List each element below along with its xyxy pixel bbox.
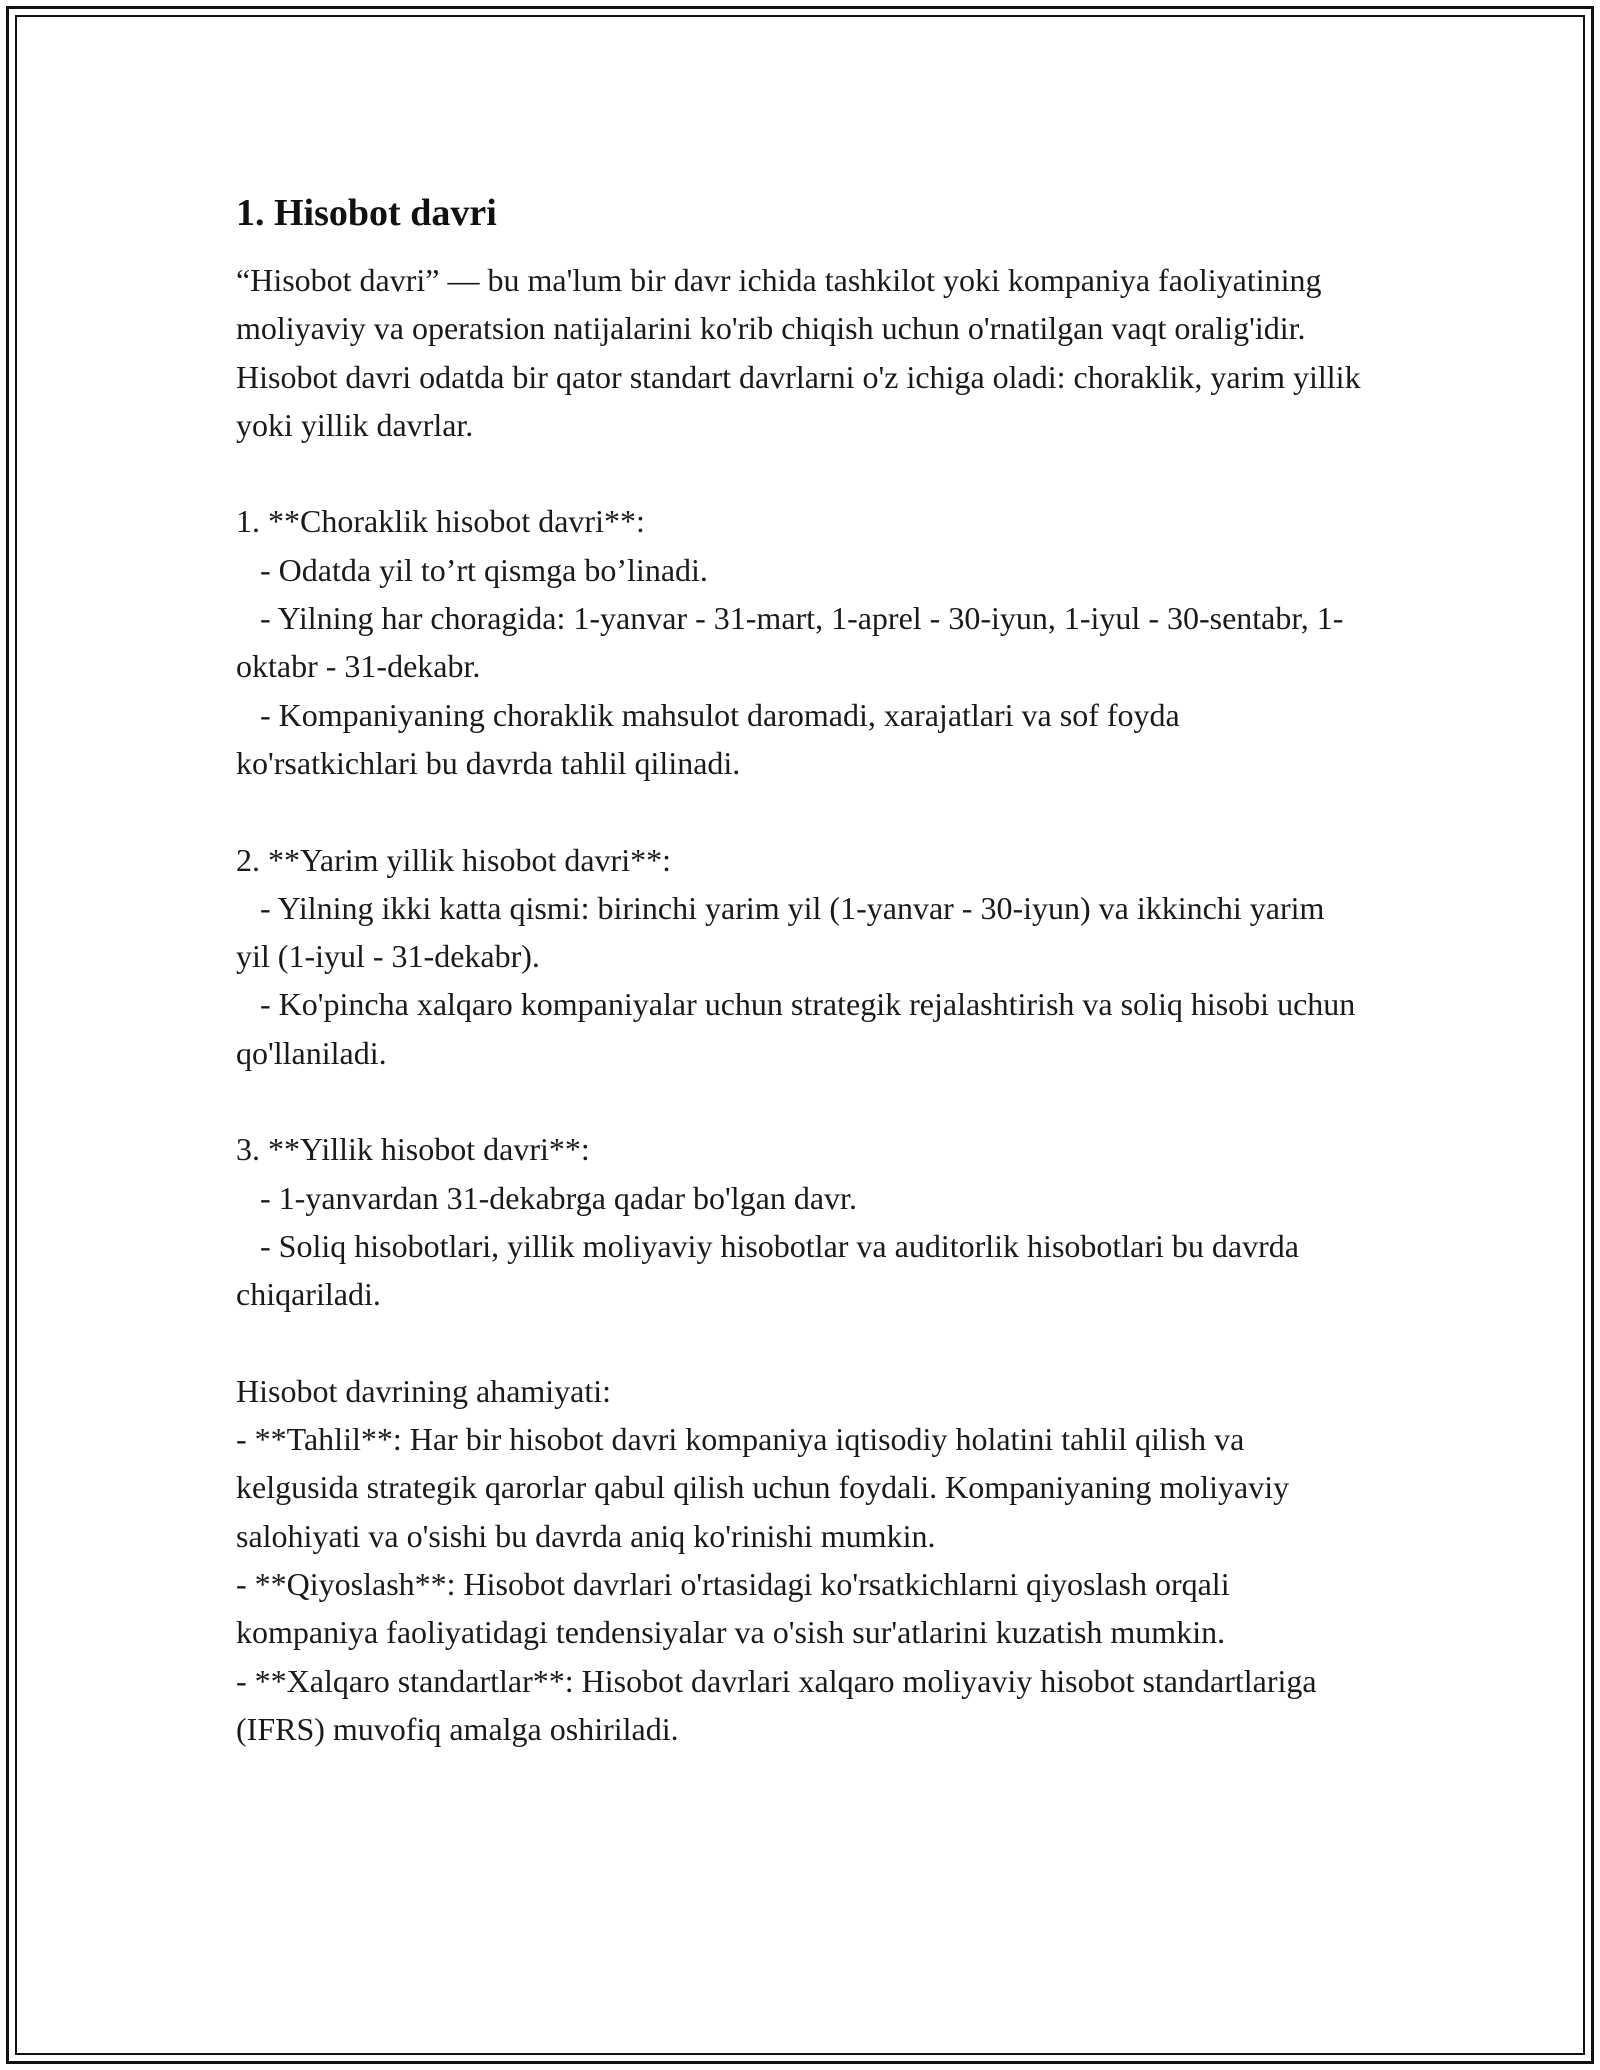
paragraph-spacer (236, 787, 1366, 835)
intro-paragraph: “Hisobot davri” — bu ma'lum bir davr ichida tashkilot yoki kompaniya faoliyatining moliyaviy va operatsion natijalarini ko'rib chiqish uchun o'rnatilgan vaqt oralig'idir. Hisobot davri odatda bir qator standart davrlarni o'z ichiga oladi: choraklik, yarim yillik yoki yillik davrlar. (236, 262, 1369, 443)
importance-item: - **Tahlil**: Har bir hisobot davri kompaniya iqtisodiy holatini tahlil qilish va kelgusida strategik qarorlar qabul qilish uchun foydali. Kompaniyaning moliyaviy salohiyati va o'sishi bu davrda aniq ko'rinishi mumkin. (236, 1421, 1298, 1554)
document-body (236, 188, 1369, 1753)
paragraph-spacer (236, 1319, 1366, 1367)
paragraph-spacer (236, 1077, 1366, 1125)
importance-item: - **Qiyoslash**: Hisobot davrlari o'rtasidagi ko'rsatkichlarni qiyoslash orqali kompaniya faoliyatidagi tendensiyalar va o'sish sur'atlarini kuzatish mumkin. (236, 1566, 1238, 1651)
importance-item: - **Xalqaro standartlar**: Hisobot davrlari xalqaro moliyaviy hisobot standartlariga (IFRS) muvofiq amalga oshiriladi. (236, 1662, 1325, 1747)
section3-item: - Soliq hisobotlari, yillik moliyaviy hisobotlar va auditorlik hisobotlari bu davrda chiqariladi. (236, 1227, 1307, 1313)
section3-item: - 1-yanvardan 31-dekabrga qadar bo'lgan davr. (236, 1179, 857, 1216)
section2-item: - Yilning ikki katta qismi: birinchi yarim yil (1-yanvar - 30-iyun) va ikkinchi yarim yil (1-iyul - 31-dekabr). (236, 889, 1333, 975)
section1-item: - Kompaniyaning choraklik mahsulot daromadi, xarajatlari va sof foyda ko'rsatkichlari bu davrda tahlil qilinadi. (236, 696, 1188, 781)
section2-heading: 2. **Yarim yillik hisobot davri**: (236, 841, 671, 878)
section1-item: - Yilning har choragida: 1-yanvar - 31-mart, 1-aprel - 30-iyun, 1-iyul - 30-sentabr, 1-oktabr - 31-dekabr. (236, 600, 1344, 685)
section2-item: - Ko'pincha xalqaro kompaniyalar uchun strategik rejalashtirish va soliq hisobi uchun qo'llaniladi. (236, 986, 1364, 1071)
section1-heading: 1. **Choraklik hisobot davri**: (236, 503, 645, 540)
section1-item: - Odatda yil to’rt qismga bo’linadi. (236, 551, 708, 588)
document-title: 1. Hisobot davri (236, 192, 497, 234)
section3-heading: 3. **Yillik hisobot davri**: (236, 1131, 590, 1168)
importance-heading: Hisobot davrining ahamiyati: (236, 1372, 612, 1409)
paragraph-spacer (236, 449, 1366, 497)
